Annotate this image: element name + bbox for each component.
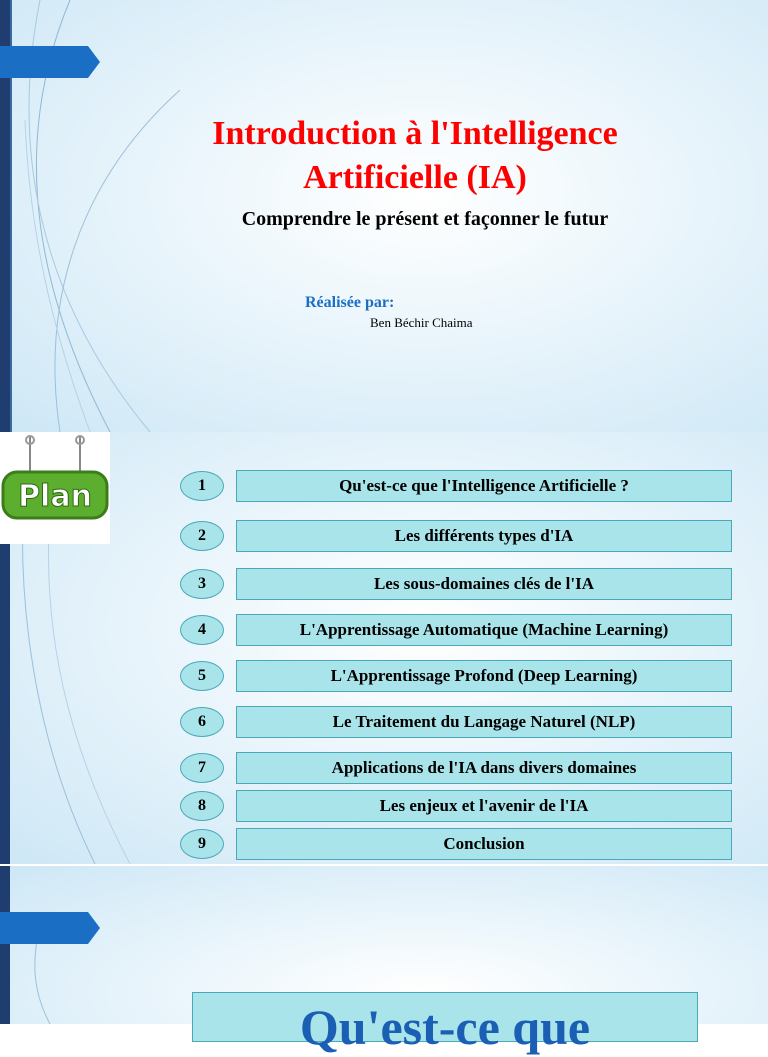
- title-slide: [0, 0, 768, 432]
- toc-item-number: 6: [180, 707, 224, 737]
- toc-item-label: L'Apprentissage Automatique (Machine Learning): [236, 614, 732, 646]
- toc-item-label: Conclusion: [236, 828, 732, 860]
- toc-item: [180, 470, 732, 504]
- toc-item-label: Qu'est-ce que l'Intelligence Artificielle ?: [236, 470, 732, 502]
- toc-item-number: 2: [180, 521, 224, 551]
- toc-item: [180, 828, 732, 862]
- slide-subtitle: Comprendre le présent et façonner le futur: [241, 208, 609, 230]
- next-slide: [0, 866, 768, 1055]
- toc-item: [180, 520, 732, 554]
- section-title: Qu'est-ce que: [299, 999, 591, 1055]
- toc-item-number: 5: [180, 661, 224, 691]
- left-accent-bar: [0, 866, 10, 1024]
- arrow-tab-shape: [0, 46, 100, 78]
- arrow-tab-shape: [0, 912, 100, 944]
- toc-item: [180, 752, 732, 786]
- toc-item: [180, 706, 732, 740]
- toc-item-label: Les sous-domaines clés de l'IA: [236, 568, 732, 600]
- decorative-curves: [0, 866, 200, 1024]
- toc-item: [180, 660, 732, 694]
- slide-title: [120, 112, 710, 200]
- toc-item-number: 7: [180, 753, 224, 783]
- plan-image: [0, 432, 110, 544]
- toc-item: [180, 614, 732, 648]
- toc-item-number: 1: [180, 471, 224, 501]
- slide-title-line2: Artificielle (IA): [303, 159, 527, 196]
- toc-item-label: Applications de l'IA dans divers domaines: [236, 752, 732, 784]
- section-title-box: [192, 992, 698, 1055]
- plan-slide: [0, 432, 768, 864]
- toc-item: [180, 568, 732, 602]
- toc-item-label: Le Traitement du Langage Naturel (NLP): [236, 706, 732, 738]
- plan-image-text: Plan: [18, 479, 92, 514]
- toc-item-number: 3: [180, 569, 224, 599]
- toc-item-number: 8: [180, 791, 224, 821]
- toc-item-label: L'Apprentissage Profond (Deep Learning): [236, 660, 732, 692]
- credit-label: Réalisée par:: [305, 294, 395, 311]
- slide-title-line1: Introduction à l'Intelligence: [212, 115, 618, 152]
- toc-item-number: 4: [180, 615, 224, 645]
- toc-item-label: Les différents types d'IA: [236, 520, 732, 552]
- toc-item: [180, 790, 732, 824]
- toc-item-label: Les enjeux et l'avenir de l'IA: [236, 790, 732, 822]
- author-name: Ben Béchir Chaima: [370, 315, 473, 330]
- toc-item-number: 9: [180, 829, 224, 859]
